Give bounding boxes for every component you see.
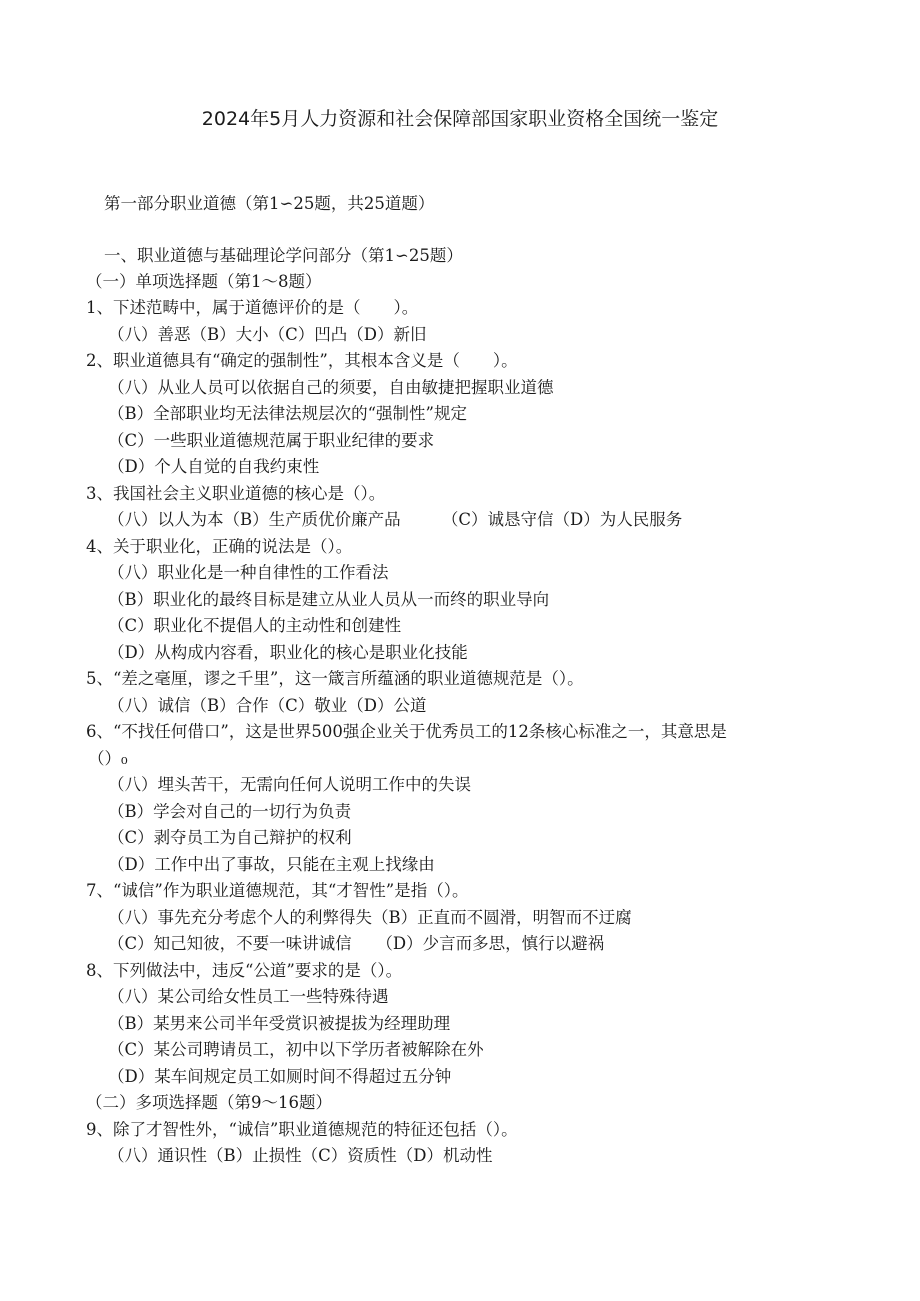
question-6-continuation: （）₀ — [88, 749, 128, 768]
question-1: 1、下述范畴中，属于道德评价的是（ ）。 — [86, 298, 419, 317]
question-2-option-c: （C）一些职业道德规范属于职业纪律的要求 — [108, 431, 435, 450]
question-5: 5、“差之毫厘，谬之千里”，这一箴言所蕴涵的职业道德规范是（）。 — [86, 669, 584, 688]
question-2-option-d: （D）个人自觉的自我约束性 — [108, 457, 320, 476]
question-6-option-c: （C）剥夺员工为自己辩护的权利 — [108, 828, 352, 847]
subsection-heading-multiple-choice: （二）多项选择题（第9～16题） — [86, 1093, 332, 1112]
question-6-option-d: （D）工作中出了事故，只能在主观上找缘由 — [108, 855, 435, 874]
question-5-options: （八）诚信（B）合作（C）敬业（D）公道 — [108, 696, 427, 715]
question-6: 6、“不找任何借口”，这是世界500强企业关于优秀员工的12条核心标准之一，其意思是 — [86, 722, 727, 741]
question-4-option-b: （B）职业化的最终目标是建立从业人员从一而终的职业导向 — [108, 590, 550, 609]
question-7-options-ab: （八）事先充分考虑个人的利弊得失（B）正直而不圆滑，明智而不迂腐 — [108, 908, 632, 927]
section-heading: 一、职业道德与基础理论学问部分（第1∽25题） — [104, 246, 463, 265]
question-7: 7、“诚信”作为职业道德规范，其“才智性”是指（）。 — [86, 881, 469, 900]
question-8-option-a: （八）某公司给女性员工一些特殊待遇 — [108, 987, 389, 1006]
question-7-options-cd: （C）知己知彼，不要一味讲诚信 （D）少言而多思，慎行以避祸 — [108, 934, 605, 953]
question-8: 8、下列做法中，违反“公道”要求的是（）。 — [86, 961, 403, 980]
document-title: 2024年5月人力资源和社会保障部国家职业资格全国统一鉴定 — [201, 108, 719, 130]
subsection-heading-single-choice: （一）单项选择题（第1～8题） — [86, 272, 322, 291]
question-1-options: （八）善恶（B）大小（C）凹凸（D）新旧 — [108, 325, 427, 344]
question-8-option-c: （C）某公司聘请员工，初中以下学历者被解除在外 — [108, 1040, 484, 1059]
question-4-option-c: （C）职业化不提倡人的主动性和创建性 — [108, 616, 402, 635]
question-2: 2、职业道德具有“确定的强制性”，其根本含义是（ ）。 — [86, 351, 518, 370]
question-6-option-a: （八）埋头苦干，无需向任何人说明工作中的失误 — [108, 775, 471, 794]
question-4-option-d: （D）从构成内容看，职业化的核心是职业化技能 — [108, 643, 468, 662]
question-6-option-b: （B）学会对自己的一切行为负责 — [108, 802, 352, 821]
part-heading: 第一部分职业道德（第1∽25题，共25道题） — [104, 194, 435, 213]
question-3: 3、我国社会主义职业道德的核心是（）。 — [86, 484, 386, 503]
question-8-option-b: （B）某男来公司半年受赏识被提拔为经理助理 — [108, 1014, 451, 1033]
question-2-option-a: （八）从业人员可以依据自己的须要，自由敏捷把握职业道德 — [108, 378, 554, 397]
question-8-option-d: （D）某车间规定员工如厕时间不得超过五分钟 — [108, 1067, 452, 1086]
question-9: 9、除了才智性外，“诚信”职业道德规范的特征还包括（）。 — [86, 1120, 518, 1139]
question-9-options: （八）通识性（B）止损性（C）资质性（D）机动性 — [108, 1146, 493, 1165]
question-4-option-a: （八）职业化是一种自律性的工作看法 — [108, 563, 389, 582]
question-4: 4、关于职业化，正确的说法是（）。 — [86, 537, 353, 556]
question-3-options: （八）以人为本（B）生产质优价廉产品 （C）诚恳守信（D）为人民服务 — [108, 510, 683, 529]
question-2-option-b: （B）全部职业均无法律法规层次的“强制性”规定 — [108, 404, 467, 423]
